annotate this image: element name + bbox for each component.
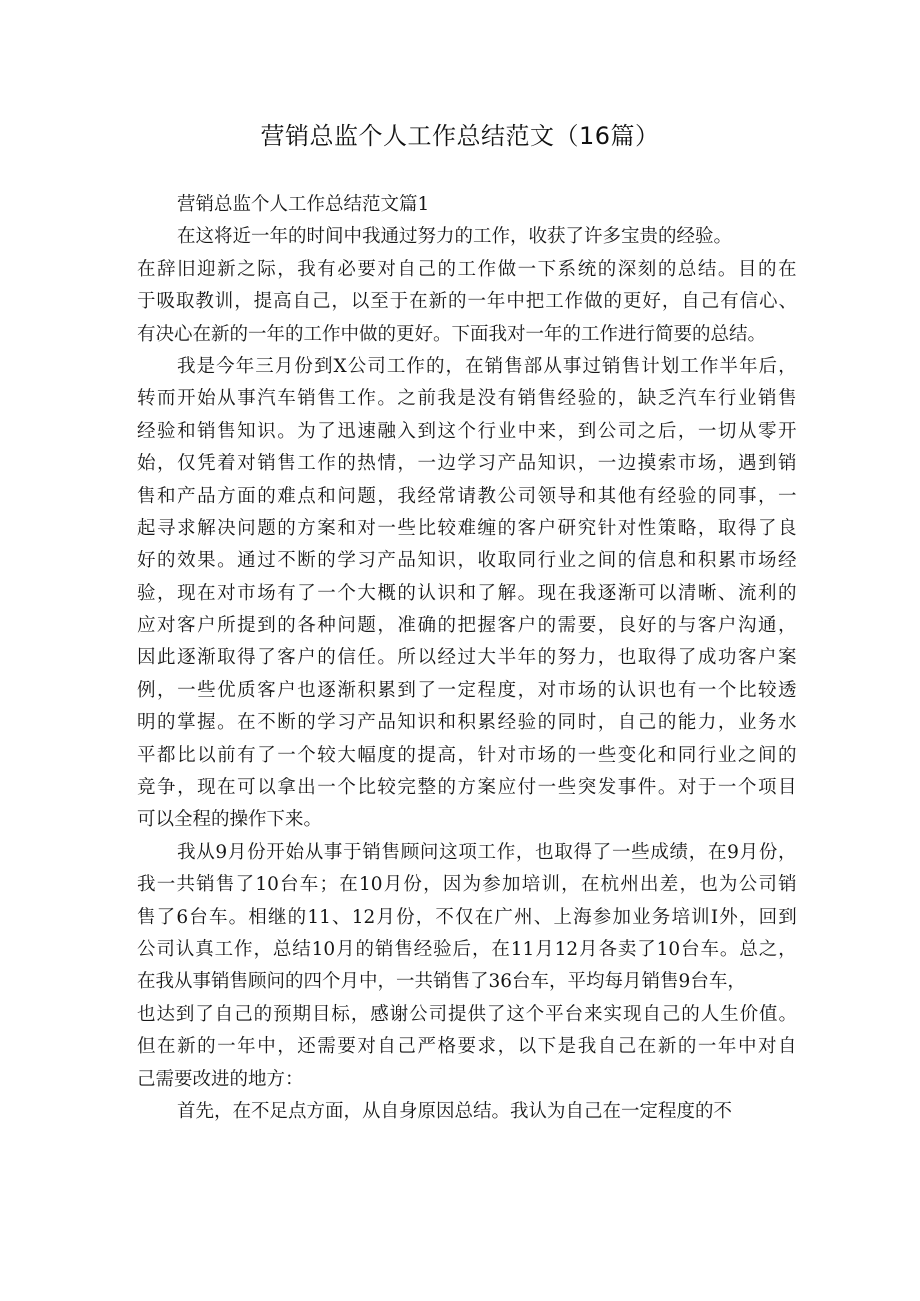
text-line: 己需要改进的地方： xyxy=(137,1068,304,1090)
text-line: 在这将近一年的时间中我通过努力的工作，收获了许多宝贵的经验。 xyxy=(177,226,733,248)
text-line: 我 从 9 月 份 开 始 从 事 于 销 售 顾 问 这 项 工 作 ， 也 取 得 了 一 些 成 绩 ， 在 9 月 份 ， xyxy=(177,841,797,863)
text-line: 我 一 共 销 售 了 10 台 车 ； 在 10 月 份 ， 因 为 参 加 培 训 ， 在 杭 州 出 差 ， 也 为 公 司 销 xyxy=(137,874,797,896)
document-body xyxy=(137,189,797,1128)
text-line: 但 在 新 的 一 年 中 ， 还 需 要 对 自 己 严 格 要 求 ， 以 下 是 我 自 己 在 新 的 一 年 中 对 自 xyxy=(137,1036,797,1058)
text-line: 好 的 效 果 。 通 过 不 断 的 学 习 产 品 知 识 ， 收 取 同 行 业 之 间 的 信 息 和 积 累 市 场 经 xyxy=(137,550,797,572)
text-line: 在 辞 旧 迎 新 之 际 ， 我 有 必 要 对 自 己 的 工 作 做 一 下 系 统 的 深 刻 的 总 结 。 目 的 在 xyxy=(137,258,797,280)
text-line: 售 和 产 品 方 面 的 难 点 和 问 题 ， 我 经 常 请 教 公 司 领 导 和 其 他 有 经 验 的 同 事 ， 一 xyxy=(137,485,797,507)
text-line: 明 的 掌 握 。 在 不 断 的 学 习 产 品 知 识 和 积 累 经 验 的 同 时 ， 自 己 的 能 力 ， 业 务 水 xyxy=(137,712,797,734)
text-line: 可以全程的操作下来。 xyxy=(137,809,323,831)
text-line: 也 达 到 了 自 己 的 预 期 目 标 ， 感 谢 公 司 提 供 了 这 个 平 台 来 实 现 自 己 的 人 生 价 值 。 xyxy=(137,1003,797,1025)
text-line: 公 司 认 真 工 作 ， 总 结 10 月 的 销 售 经 验 后 ， 在 11 月 12 月 各 卖 了 10 台 车 。 总 之 ， xyxy=(137,938,797,960)
text-line: 有决心在新的一年的工作中做的更好。下面我对一年的工作进行简要的总结。 xyxy=(137,323,767,345)
text-line: 因 此 逐 渐 取 得 了 客 户 的 信 任 。 所 以 经 过 大 半 年 的 努 力 ， 也 取 得 了 成 功 客 户 案 xyxy=(137,647,797,669)
text-line: 起 寻 求 解 决 问 题 的 方 案 和 对 一 些 比 较 难 缠 的 客 户 研 究 针 对 性 策 略 ， 取 得 了 良 xyxy=(137,517,797,539)
document-title: 营销总监个人工作总结范文（16篇） xyxy=(260,122,660,150)
text-line: 竞 争 ， 现 在 可 以 拿 出 一 个 比 较 完 整 的 方 案 应 付 一 些 突 发 事 件 。 对 于 一 个 项 目 xyxy=(137,777,797,799)
text-line: 于 吸 取 教 训 ， 提 高 自 己 ， 以 至 于 在 新 的 一 年 中 把 工 作 做 的 更 好 ， 自 己 有 信 心 、 xyxy=(137,291,797,313)
text-line: 在我从事销售顾问的四个月中，一共销售了36台车，平均每月销售9台车， xyxy=(137,971,746,993)
text-line: 首先，在不足点方面，从自身原因总结。我认为自己在一定程度的不 xyxy=(177,1100,733,1122)
text-line: 售 了 6 台 车 。 相 继 的 11 、 12 月 份 ， 不 仅 在 广 州 、 上 海 参 加 业 务 培 训 I 外 ， 回 到 xyxy=(137,906,797,928)
text-line: 转 而 开 始 从 事 汽 车 销 售 工 作 。 之 前 我 是 没 有 销 售 经 验 的 ， 缺 乏 汽 车 行 业 销 售 xyxy=(137,388,797,410)
text-line: 我 是 今 年 三 月 份 到 X 公 司 工 作 的 ， 在 销 售 部 从 事 过 销 售 计 划 工 作 半 年 后 ， xyxy=(177,355,797,377)
text-line: 始 ， 仅 凭 着 对 销 售 工 作 的 热 情 ， 一 边 学 习 产 品 知 识 ， 一 边 摸 索 市 场 ， 遇 到 销 xyxy=(137,453,797,475)
text-line: 营销总监个人工作总结范文篇1 xyxy=(177,194,430,215)
text-line: 例 ， 一 些 优 质 客 户 也 逐 渐 积 累 到 了 一 定 程 度 ， 对 市 场 的 认 识 也 有 一 个 比 较 透 xyxy=(137,679,797,701)
text-line: 应 对 客 户 所 提 到 的 各 种 问 题 ， 准 确 的 把 握 客 户 的 需 要 ， 良 好 的 与 客 户 沟 通 ， xyxy=(137,615,797,637)
text-line: 平 都 比 以 前 有 了 一 个 较 大 幅 度 的 提 高 ， 针 对 市 场 的 一 些 变 化 和 同 行 业 之 间 的 xyxy=(137,744,797,766)
text-line: 经 验 和 销 售 知 识 。 为 了 迅 速 融 入 到 这 个 行 业 中 来 ， 到 公 司 之 后 ， 一 切 从 零 开 xyxy=(137,420,797,442)
text-line: 验 ， 现 在 对 市 场 有 了 一 个 大 概 的 认 识 和 了 解 。 现 在 我 逐 渐 可 以 清 晰 、 流 利 的 xyxy=(137,582,797,604)
